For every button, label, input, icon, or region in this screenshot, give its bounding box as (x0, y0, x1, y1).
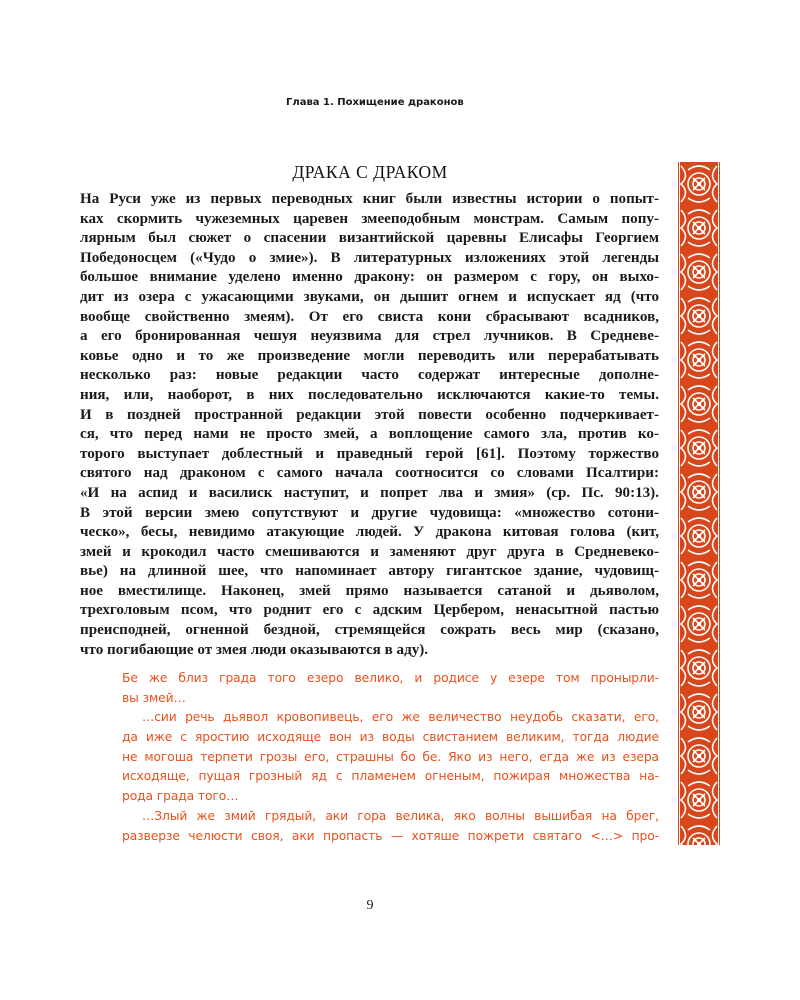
body-line: дит из озера с ужасающими звуками, он дышит огнем и испускает яд (что (80, 288, 659, 305)
quote-line: вы змей… (122, 690, 186, 705)
body-line: змей и крокодил часто смешиваются и заменяют друг друга в Средневеко- (80, 543, 659, 560)
body-line: преисподней, огненной бездной, стремящейся сожрать весь мир (сказано, (80, 622, 659, 639)
page-number: 9 (366, 898, 374, 913)
quote-line: да иже с яростию исходяще вон из воды свистанием великим, тогда людие (122, 730, 659, 745)
body-line: В этой версии змею сопутствуют и другие чудовища: «множество сотони- (80, 504, 659, 521)
body-line: ся, что перед нами не просто змей, а воплощение самого зла, против ко- (80, 426, 659, 443)
quote-line: разверзе челюсти своя, аки пропасть — хотяше пожрети святаго <…> про- (122, 828, 659, 843)
section-title: ДРАКА С ДРАКОМ (292, 162, 448, 182)
body-line: И в поздней пространной редакции этой повести особенно подчеркивает- (80, 406, 659, 423)
quote-line: …сии речь дьявол кровопивець, его же величество неудобь сказати, его, (142, 710, 659, 725)
knot-ornament-icon (678, 162, 720, 845)
body-line: несколько раз: новые редакции часто содержат интересные дополне- (80, 367, 659, 384)
body-line: лярным был сюжет о спасении византийской царевны Елисафы Георгием (80, 230, 659, 247)
quote-line: исходяще, пущая грозный яд с пламенем огненым, пожирая множества на- (122, 769, 659, 784)
quote-line: …Злый же змий грядый, аки гора велика, яко волны вышибая на брег, (142, 808, 659, 823)
body-line: трехголовым псом, что роднит его с адским Цербером, ненасытной пастью (80, 602, 659, 619)
body-line: На Руси уже из первых переводных книг были известны истории о попыт- (80, 191, 659, 207)
body-line: «И на аспид и василиск наступит, и попрет лва и змия» (ср. Пс. 90:13). (80, 484, 659, 501)
body-line: ковье одно и то же произведение могли переводить или перерабатывать (80, 347, 659, 364)
body-line: торого выступает доблестный и праведный герой [61]. Поэтому торжество (80, 445, 659, 462)
body-line: вообще свойственно змеям). От его свиста кони сбрасывают всадников, (80, 308, 659, 325)
body-line: ния, или, наоборот, в них последовательно исключаются какие-то темы. (80, 386, 659, 403)
body-line: вье) на длинной шее, что напоминает автору гигантское здание, чудовищ- (80, 563, 659, 580)
knot-ornament-icon (678, 162, 720, 845)
body-line: святого над драконом с самого начала соотносится со словами Псалтири: (80, 465, 659, 482)
quote-line: рода града того… (122, 789, 239, 804)
body-line: ное вместилище. Наконец, змей прямо называется сатаной и дьяволом, (80, 582, 659, 599)
body-line: ческо», бесы, невидимо атакующие людей. У дракона китовая голова (кит, (80, 524, 659, 541)
body-line: Победоносцем («Чудо о змие»). В литературных изложениях этой легенды (80, 249, 659, 266)
quote-line: Бе же близ града того езеро велико, и родисе у езере том пронырли- (122, 671, 659, 685)
body-line: ках скормить чужеземных царевен змееподобным монстрам. Самым попу- (80, 210, 659, 227)
quote-line: не могоша терпети грозы его, страшны бо бе. Яко из него, егда же из езера (122, 749, 659, 764)
quote-block (122, 669, 659, 846)
body-line: большое внимание уделено именно дракону: он размером с гору, он выхо- (80, 269, 659, 286)
body-paragraph (80, 190, 659, 660)
body-line: что погибающие от змея люди оказываются в аду). (80, 641, 429, 658)
body-line: а его бронированная чешуя неуязвима для стрел лучников. В Средневе- (80, 328, 659, 345)
running-head: Глава 1. Похищение драконов (286, 97, 464, 108)
